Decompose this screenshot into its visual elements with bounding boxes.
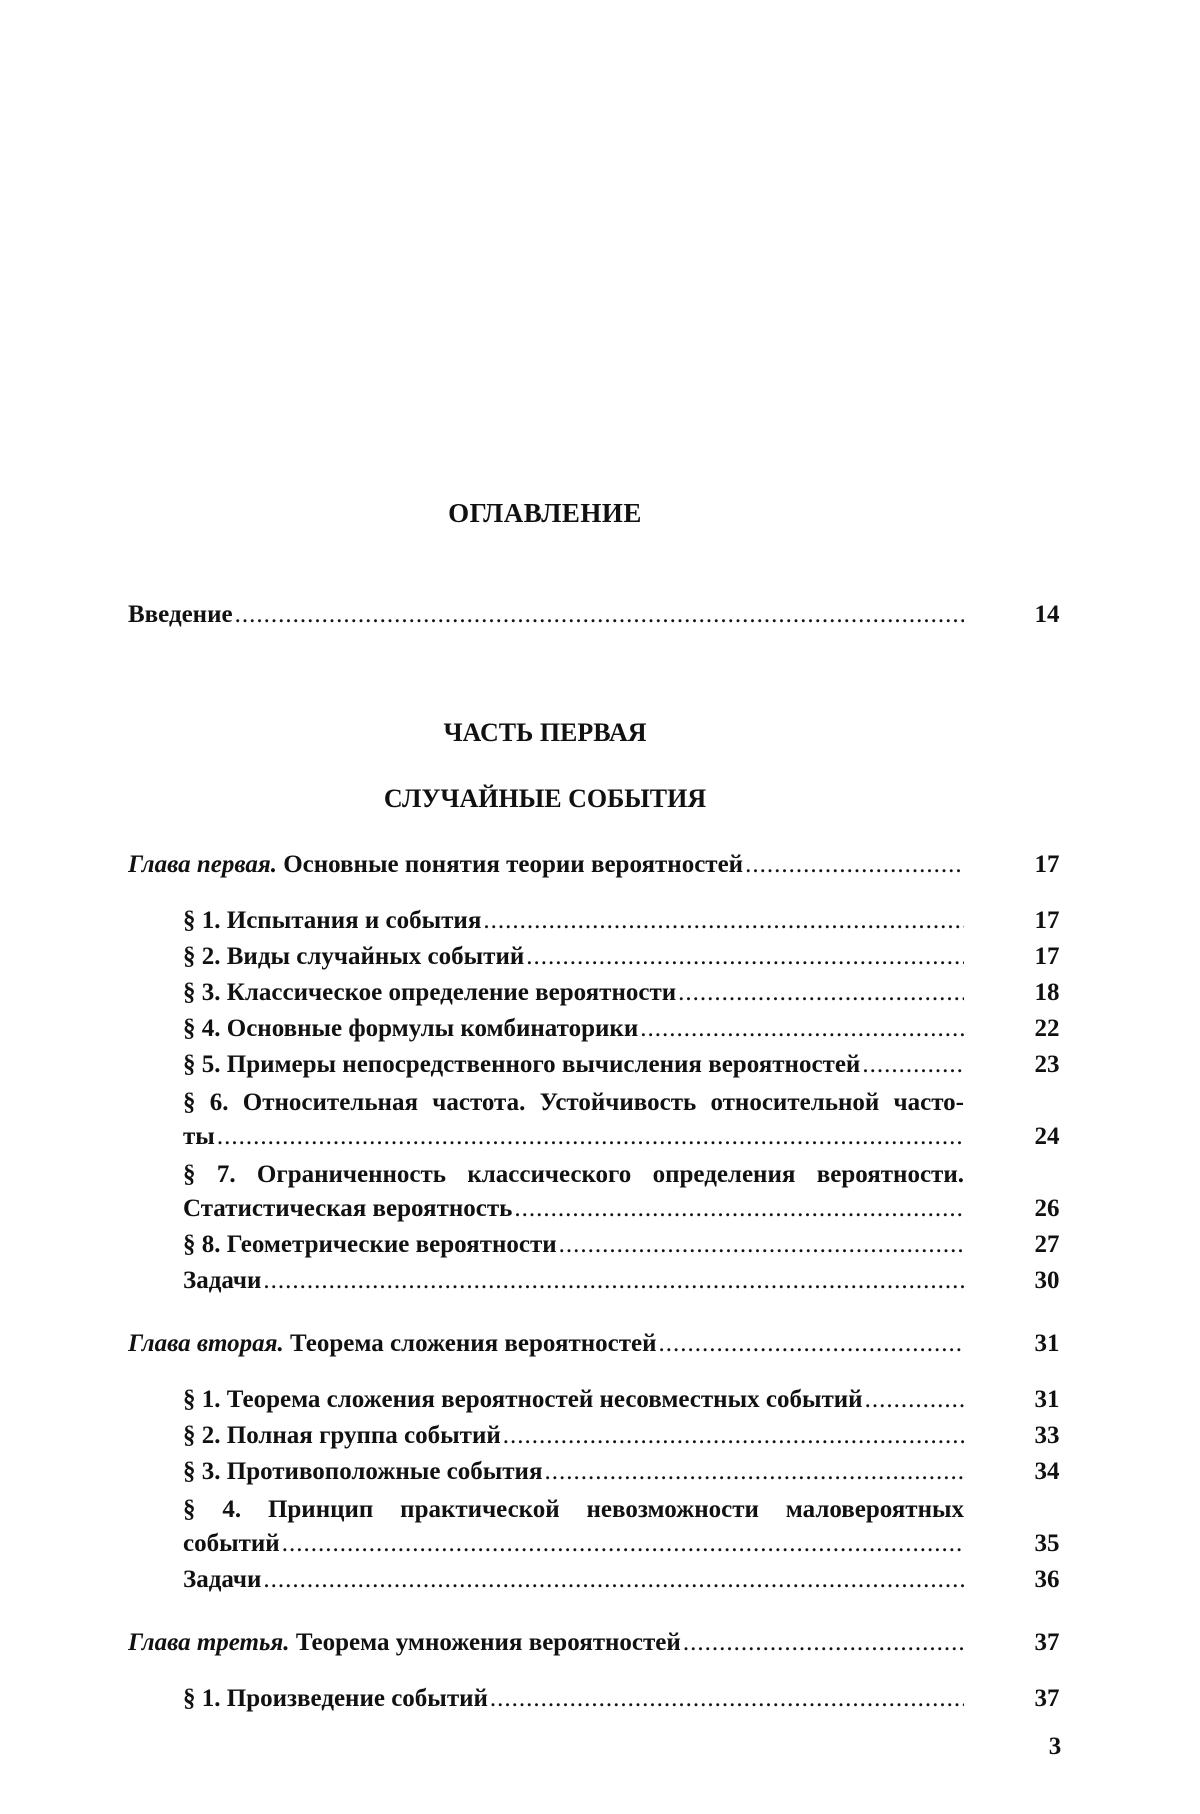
toc-page: 26 (1034, 1195, 1060, 1222)
toc-label: Статистическая вероятность (183, 1195, 513, 1222)
toc-section[interactable] (0, 904, 1200, 938)
toc-label: § 5. Примеры непосредственного вычисления вероятностей (183, 1051, 861, 1078)
toc-entry-intro[interactable] (0, 598, 1200, 632)
toc-label: § 1. Теорема сложения вероятностей несовместных событий (183, 1386, 863, 1413)
toc-label: событий (183, 1530, 280, 1557)
toc-label: § 3. Классическое определение вероятности (183, 979, 677, 1006)
toc-section[interactable] (0, 1012, 1200, 1046)
toc-section[interactable] (0, 1264, 1200, 1298)
toc-label: Введение (128, 601, 233, 628)
toc-page: 35 (1034, 1530, 1060, 1557)
toc-section[interactable] (0, 1120, 1200, 1154)
toc-section-wrap-line: § 6. Относительная частота. Устойчивость относительной часто- (183, 1089, 964, 1116)
toc-page: 34 (1034, 1458, 1060, 1485)
toc-page: 36 (1034, 1566, 1060, 1593)
toc-label: Задачи (183, 1566, 262, 1593)
chapter-prefix: Глава третья. (128, 1629, 290, 1656)
chapter-prefix: Глава вторая. (128, 1330, 284, 1357)
toc-section-wrap-line: § 4. Принцип практической невозможности маловероятных (183, 1496, 964, 1523)
toc-section[interactable] (0, 1383, 1200, 1417)
chapter-title: Теорема сложения вероятностей (290, 1330, 657, 1357)
toc-label: ты (183, 1123, 215, 1150)
toc-page: 33 (1034, 1422, 1060, 1449)
toc-page: 22 (1034, 1015, 1060, 1042)
toc-page: 31 (1034, 1386, 1060, 1413)
toc-label: § 2. Виды случайных событий (183, 943, 525, 970)
toc-section[interactable] (0, 1192, 1200, 1226)
toc-section[interactable] (0, 1682, 1200, 1716)
toc-section[interactable] (0, 1455, 1200, 1489)
toc-section[interactable] (0, 940, 1200, 974)
toc-page: 30 (1034, 1267, 1060, 1294)
page-title: ОГЛАВЛЕНИЕ (448, 498, 642, 528)
toc-page: 14 (1034, 601, 1060, 628)
toc-label: § 1. Испытания и события (183, 907, 482, 934)
toc-chapter-1[interactable] (0, 848, 1200, 882)
toc-page: 17 (1034, 907, 1060, 934)
chapter-title: Основные понятия теории вероятностей (283, 851, 744, 878)
toc-page: 37 (1034, 1685, 1060, 1712)
toc-section[interactable] (0, 1563, 1200, 1597)
page-number: 3 (1048, 1733, 1062, 1760)
toc-page: 27 (1034, 1231, 1060, 1258)
toc-chapter-3[interactable] (0, 1626, 1200, 1660)
part-title: СЛУЧАЙНЫЕ СОБЫТИЯ (383, 784, 707, 813)
toc-section[interactable] (0, 1419, 1200, 1453)
toc-label: Задачи (183, 1267, 262, 1294)
toc-section[interactable] (0, 1527, 1200, 1561)
toc-section[interactable] (0, 1048, 1200, 1082)
chapter-prefix: Глава первая. (128, 851, 277, 878)
toc-page: 23 (1034, 1051, 1060, 1078)
toc-chapter-2[interactable] (0, 1327, 1200, 1361)
toc-page: 17 (1034, 943, 1060, 970)
toc-label: § 3. Противоположные события (183, 1458, 543, 1485)
toc-label: § 8. Геометрические вероятности (183, 1231, 557, 1258)
toc-section[interactable] (0, 976, 1200, 1010)
toc-page: 37 (1034, 1629, 1060, 1656)
toc-label: § 4. Основные формулы комбинаторики (183, 1015, 639, 1042)
toc-page: 17 (1034, 851, 1060, 878)
toc-page: 31 (1034, 1330, 1060, 1357)
part-label: ЧАСТЬ ПЕРВАЯ (443, 718, 647, 747)
toc-label: § 1. Произведение событий (183, 1685, 488, 1712)
toc-page: 24 (1034, 1123, 1060, 1150)
toc-section[interactable] (0, 1228, 1200, 1262)
chapter-title: Теорема умножения вероятностей (295, 1629, 681, 1656)
toc-section-wrap-line: § 7. Ограниченность классического определения вероятности. (183, 1161, 964, 1188)
toc-page: 18 (1034, 979, 1060, 1006)
toc-label: § 2. Полная группа событий (183, 1422, 501, 1449)
